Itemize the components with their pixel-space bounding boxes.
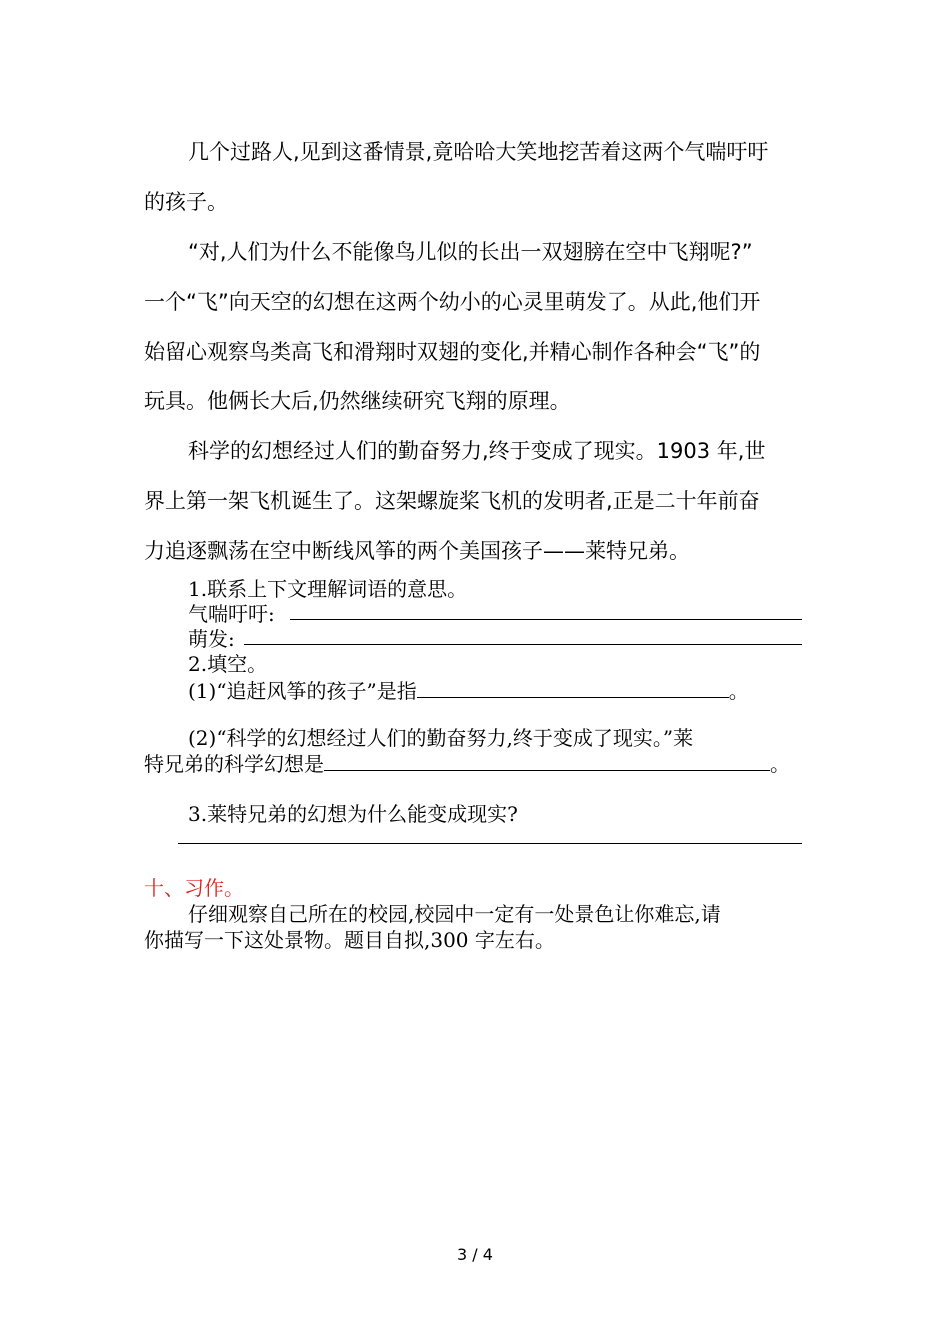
question-1b-answer-line[interactable] (244, 644, 802, 645)
question-2-2-end: 。 (770, 752, 790, 776)
page-number: 3 / 4 (457, 1245, 493, 1264)
composition-line-2: 你描写一下这处景物。题目自拟,300 字左右。 (144, 928, 555, 952)
passage-line-4: 一个“飞”向天空的幻想在这两个幼小的心灵里萌发了。从此,他们开 (144, 290, 761, 314)
passage-line-3: “对,人们为什么不能像鸟儿似的长出一双翅膀在空中飞翔呢?” (188, 240, 753, 264)
passage-line-2: 的孩子。 (144, 190, 228, 214)
question-2-1-answer-line[interactable] (417, 677, 729, 698)
question-3-answer-line[interactable] (178, 843, 802, 844)
passage-line-7: 科学的幻想经过人们的勤奋努力,终于变成了现实。1903 年,世 (188, 439, 766, 463)
passage-line-8: 界上第一架飞机诞生了。这架螺旋桨飞机的发明者,正是二十年前奋 (144, 489, 760, 513)
question-2: 2.填空。 (188, 652, 268, 676)
composition-heading: 十、习作。 (144, 876, 244, 900)
question-2-2-line-1: (2)“科学的幻想经过人们的勤奋努力,终于变成了现实。”莱 (188, 726, 694, 750)
question-1: 1.联系上下文理解词语的意思。 (188, 577, 468, 601)
question-2-2-answer-line[interactable] (324, 750, 770, 771)
question-1a-answer-line[interactable] (290, 619, 802, 620)
passage-line-1: 几个过路人,见到这番情景,竟哈哈大笑地挖苦着这两个气喘吁吁 (188, 140, 769, 164)
question-3: 3.莱特兄弟的幻想为什么能变成现实? (188, 802, 518, 826)
question-2-2-line-2 (144, 748, 790, 777)
question-1a-label: 气喘吁吁: (188, 602, 275, 626)
question-2-2-text: 特兄弟的科学幻想是 (144, 752, 324, 776)
passage-line-6: 玩具。他俩长大后,仍然继续研究飞翔的原理。 (144, 389, 571, 413)
question-2-1 (188, 675, 749, 704)
composition-line-1: 仔细观察自己所在的校园,校园中一定有一处景色让你难忘,请 (188, 902, 721, 926)
question-2-1-text: (1)“追赶风筝的孩子”是指 (188, 679, 417, 703)
passage-line-5: 始留心观察鸟类高飞和滑翔时双翅的变化,并精心制作各种会“飞”的 (144, 340, 761, 364)
question-1b-label: 萌发: (188, 627, 235, 651)
question-2-1-end: 。 (728, 679, 749, 703)
passage-line-9: 力追逐飘荡在空中断线风筝的两个美国孩子——莱特兄弟。 (144, 539, 690, 563)
